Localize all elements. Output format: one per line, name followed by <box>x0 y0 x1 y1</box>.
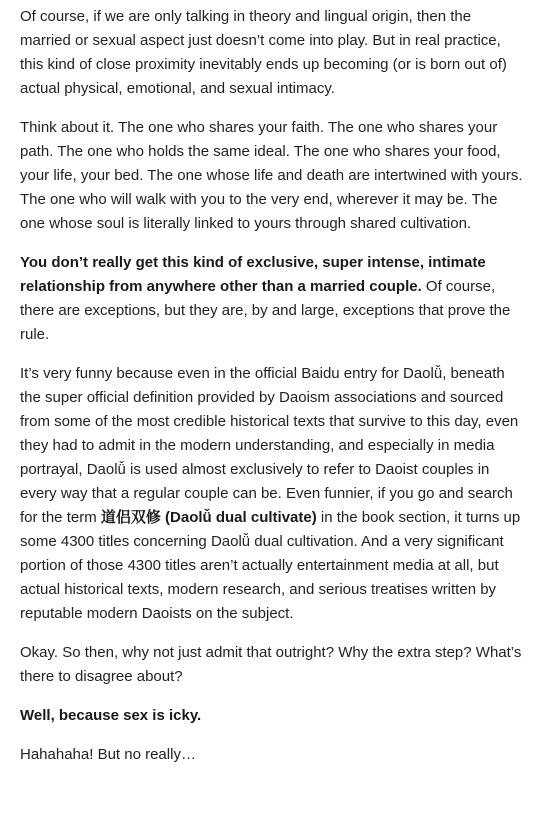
paragraph-hahaha <box>20 743 524 767</box>
paragraph-text: Okay. So then, why not just admit that outright? Why the extra step? What’s there to disagree about? <box>20 644 522 685</box>
paragraph-text: in the book section, it turns up some 4300 titles concerning Daolǚ dual cultivation. And a very significant portion of those 4300 titles aren’t actually entertainment media at all, but actual historical texts, modern research, and serious treatises written by reputable modern Daoists on the subject. <box>20 509 521 622</box>
paragraph-married-couple <box>20 251 524 347</box>
paragraph-text: Of course, there are exceptions, but they are, by and large, exceptions that prove the rule. <box>20 278 511 343</box>
paragraph-why-not-admit <box>20 641 524 689</box>
paragraph-text: It’s very funny because even in the official Baidu entry for Daolǚ, beneath the super official definition provided by Daoism associations and sourced from some of the most credible historical texts that survive to this day, even they had to admit in the modern understanding, and especially in media portrayal, Daolǚ is used almost exclusively to refer to Daoist couples in every way that a regular couple can be. Even funnier, if you go and search for the term <box>20 365 519 526</box>
bold-statement: You don’t really get this kind of exclusive, super intense, intimate relationship from anywhere other than a married couple. <box>20 254 486 295</box>
paragraph-baidu-entry <box>20 362 524 626</box>
paragraph-sex-is-icky <box>20 704 524 728</box>
paragraph-text: Think about it. The one who shares your faith. The one who shares your path. The one who holds the same ideal. The one who shares your food, your life, your bed. The one whose life and death are intertwined with yours. The one who will walk with you to the very end, wherever it may be. The one whose soul is literally linked to yours through shared cultivation. <box>20 119 523 232</box>
paragraph-think-about-it <box>20 116 524 236</box>
bold-term: 道侣双修 (Daolǚ dual cultivate) <box>100 509 317 526</box>
paragraph-theory-origin <box>20 5 524 101</box>
paragraph-text: Of course, if we are only talking in theory and lingual origin, then the married or sexual aspect just doesn’t come into play. But in real practice, this kind of close proximity inevitably ends up becoming (or is born out of) actual physical, emotional, and sexual intimacy. <box>20 8 507 97</box>
paragraph-text: Hahahaha! But no really… <box>20 746 196 763</box>
bold-statement: Well, because sex is icky. <box>20 707 202 724</box>
